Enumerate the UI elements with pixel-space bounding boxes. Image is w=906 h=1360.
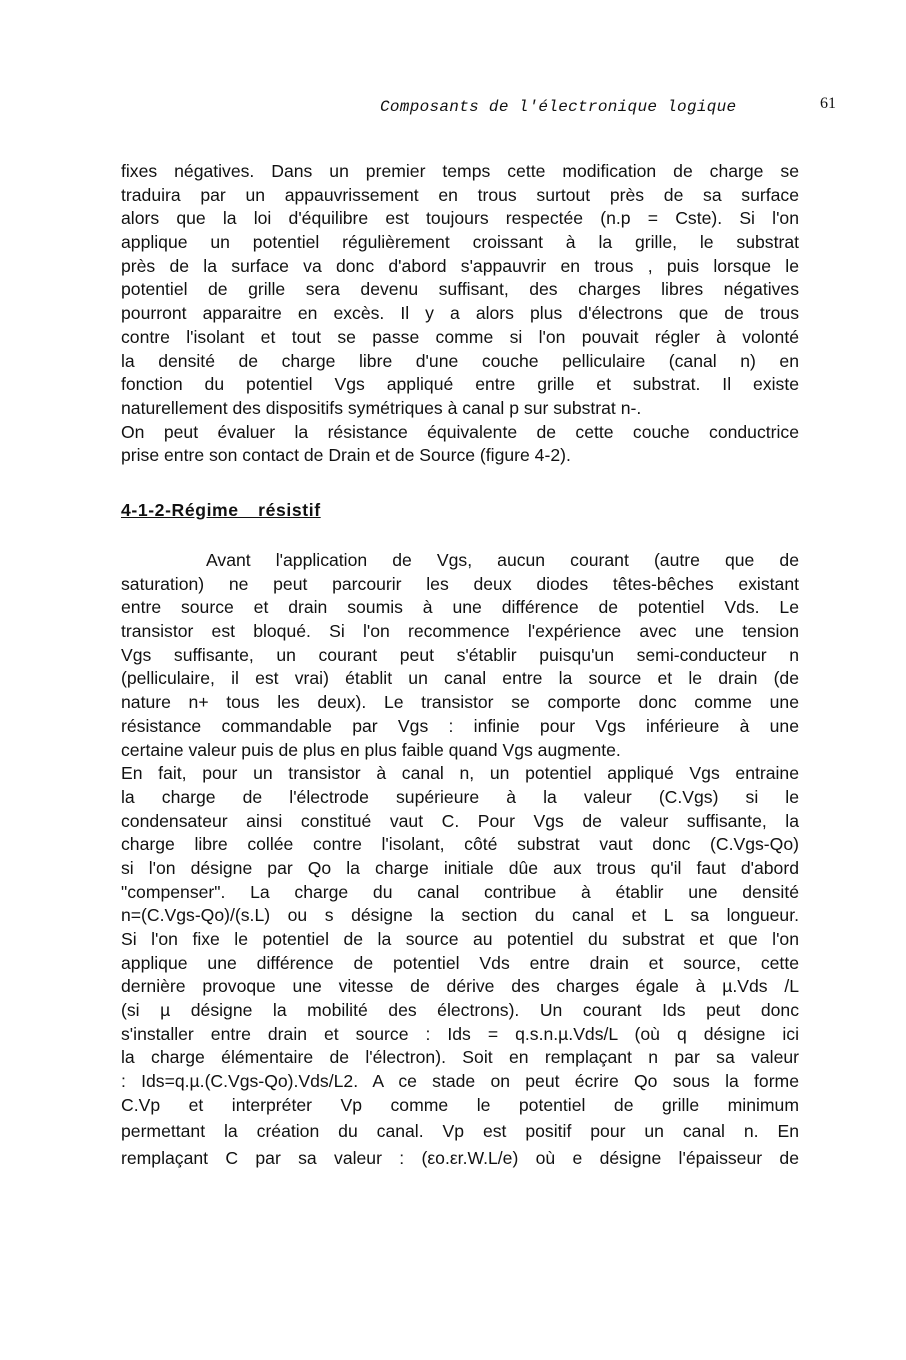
text-line: saturation) ne peut parcourir les deux diodes têtes-bêches existant [121,573,799,594]
text-line: potentiel de grille sera devenu suffisant, des charges libres négatives [121,279,799,300]
text-line: près de la surface va donc d'abord s'appauvrir en trous , puis lorsque le [121,255,799,276]
text-line: traduira par un appauvrissement en trous surtout près de sa surface [121,184,799,205]
text-line: résistance commandable par Vgs : infinie pour Vgs inférieure à une [121,715,799,736]
text-line: certaine valeur puis de plus en plus faible quand Vgs augmente. [121,739,621,760]
text-line: applique une différence de potentiel Vds entre drain et source, cette [121,952,799,973]
section2-paragraph [121,549,799,1172]
text-line: alors que la loi d'équilibre est toujours respectée (n.p = Cste). Si l'on [121,208,799,229]
text-line: la charge de l'électrode supérieure à la valeur (C.Vgs) si le [121,786,799,807]
text-line: la densité de charge libre d'une couche pelliculaire (canal n) en [121,350,799,371]
text-line: transistor est bloqué. Si l'on recommence l'expérience avec une tension [121,621,799,642]
text-line: permettant la création du canal. Vp est positif pour un canal n. En [121,1120,799,1141]
text-line: entre source et drain soumis à une différence de potentiel Vds. Le [121,597,799,618]
text-line: contre l'isolant et tout se passe comme si l'on pouvait régler à volonté [121,326,799,347]
text-line: On peut évaluer la résistance équivalente de cette couche conductrice [121,421,799,442]
text-line: condensateur ainsi constitué vaut C. Pour Vgs de valeur suffisante, la [121,810,799,831]
text-line: Vgs suffisante, un courant peut s'établir puisqu'un semi-conducteur n [121,644,799,665]
text-line: nature n+ tous les deux). Le transistor se comporte donc comme une [121,692,799,713]
text-line: dernière provoque une vitesse de dérive des charges égale à µ.Vds /L [121,976,799,997]
text-line: pourront apparaitre en excès. Il y a alors plus d'électrons que de trous [121,303,799,324]
running-header-title: Composants de l'électronique logique [380,98,737,116]
text-line: (pelliculaire, il est vrai) établit un canal entre la source et le drain (de [121,668,799,689]
text-line: la charge élémentaire de l'électron). Soit en remplaçant n par sa valeur [121,1047,799,1068]
text-line: remplaçant C par sa valeur : (εo.εr.W.L/e) où e désigne l'épaisseur de [121,1147,799,1168]
section1-paragraph [121,160,799,468]
section-heading: 4-1-2-Régime résistif [121,500,321,520]
text-line: si l'on désigne par Qo la charge initiale dûe aux trous qu'il faut d'abord [121,857,799,878]
text-line: "compenser". La charge du canal contribue à établir une densité [121,881,799,902]
text-line: n=(C.Vgs-Qo)/(s.L) ou s désigne la section du canal et L sa longueur. [121,905,799,926]
text-line: : Ids=q.µ.(C.Vgs-Qo).Vds/L2. A ce stade on peut écrire Qo sous la forme [121,1071,799,1092]
text-line: (si µ désigne la mobilité des électrons). Un courant Ids peut donc [121,1000,799,1021]
text-line: fixes négatives. Dans un premier temps cette modification de charge se [121,161,799,181]
text-line: Avant l'application de Vgs, aucun courant (autre que de [206,550,799,570]
text-line: C.Vp et interpréter Vp comme le potentiel de grille minimum [121,1094,799,1115]
text-line: En fait, pour un transistor à canal n, un potentiel appliqué Vgs entraine [121,763,799,784]
text-line: s'installer entre drain et source : Ids = q.s.n.µ.Vds/L (où q désigne ici [121,1023,799,1044]
text-line: Si l'on fixe le potentiel de la source au potentiel du substrat et que l'on [121,929,799,949]
text-line: naturellement des dispositifs symétriques à canal p sur substrat n-. [121,397,642,418]
text-line: fonction du potentiel Vgs appliqué entre grille et substrat. Il existe [121,374,799,395]
text-line: charge libre collée contre l'isolant, côté substrat vaut donc (C.Vgs-Qo) [121,834,799,855]
page-number: 61 [820,95,836,112]
text-line: applique un potentiel régulièrement croissant à la grille, le substrat [121,232,799,253]
text-line: prise entre son contact de Drain et de Source (figure 4-2). [121,445,571,466]
